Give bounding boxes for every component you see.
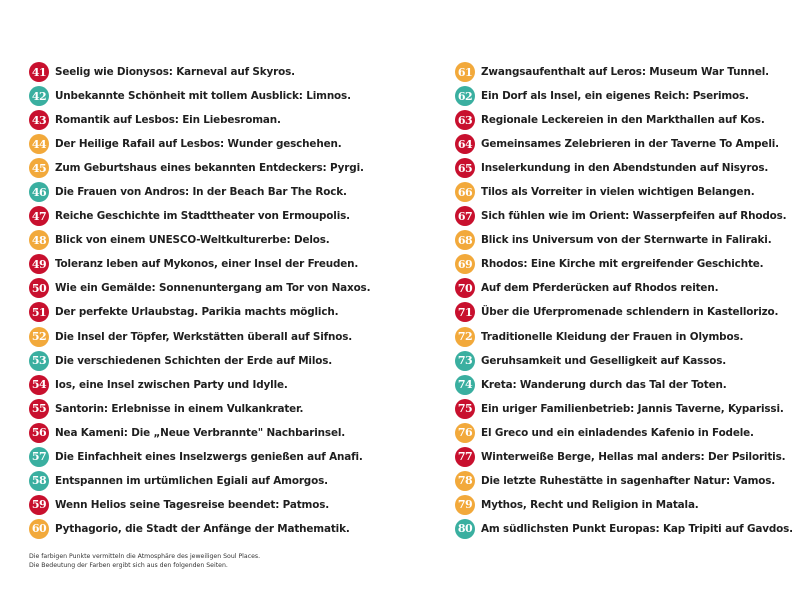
list-item-text: Reiche Geschichte im Stadttheater von Ermoupolis. bbox=[55, 210, 350, 223]
list-item-text: Die letzte Ruhestätte in sagenhafter Natur: Vamos. bbox=[481, 474, 776, 487]
number-badge: 77 bbox=[455, 447, 475, 467]
list-item bbox=[29, 471, 409, 491]
list-item-text: Der perfekte Urlaubstag. Parikia machts möglich. bbox=[55, 306, 339, 319]
number-badge: 75 bbox=[455, 399, 475, 419]
list-item-text: Regionale Leckereien in den Markthallen auf Kos. bbox=[481, 114, 765, 127]
list-item-text: Sich fühlen wie im Orient: Wasserpfeifen auf Rhodos. bbox=[481, 210, 787, 223]
number-badge: 73 bbox=[455, 351, 475, 371]
list-item-text: El Greco und ein einladendes Kafenio in Fodele. bbox=[481, 426, 754, 439]
number-badge: 79 bbox=[455, 495, 475, 515]
number-badge: 71 bbox=[455, 302, 475, 322]
number-badge: 55 bbox=[29, 399, 49, 419]
number-badge: 50 bbox=[29, 278, 49, 298]
list-item bbox=[29, 62, 409, 82]
list-item bbox=[29, 110, 409, 130]
list-item bbox=[455, 158, 785, 178]
list-item-text: Santorin: Erlebnisse in einem Vulkankrater. bbox=[55, 402, 304, 415]
list-item-text: Wie ein Gemälde: Sonnenuntergang am Tor von Naxos. bbox=[55, 282, 371, 295]
list-item-text: Nea Kameni: Die „Neue Verbrannte" Nachbarinsel. bbox=[55, 426, 346, 439]
list-item-text: Kreta: Wanderung durch das Tal der Toten. bbox=[481, 378, 727, 391]
number-badge: 45 bbox=[29, 158, 49, 178]
list-item bbox=[455, 254, 785, 274]
list-item bbox=[29, 230, 409, 250]
number-badge: 70 bbox=[455, 278, 475, 298]
number-badge: 49 bbox=[29, 254, 49, 274]
list-item bbox=[29, 399, 409, 419]
list-item bbox=[29, 447, 409, 467]
list-item bbox=[29, 423, 409, 443]
list-item-text: Über die Uferpromenade schlendern in Kastellorizo. bbox=[481, 306, 779, 319]
number-badge: 54 bbox=[29, 375, 49, 395]
number-badge: 47 bbox=[29, 206, 49, 226]
list-item-text: Gemeinsames Zelebrieren in der Taverne To Ampeli. bbox=[481, 138, 779, 151]
list-item bbox=[29, 519, 409, 539]
list-item bbox=[29, 495, 409, 515]
list-item-text: Der Heilige Rafail auf Lesbos: Wunder geschehen. bbox=[55, 138, 342, 151]
list-item bbox=[29, 327, 409, 347]
number-badge: 48 bbox=[29, 230, 49, 250]
left-column bbox=[29, 62, 409, 543]
right-column bbox=[455, 62, 793, 543]
list-item-text: Winterweiße Berge, Hellas mal anders: Der Psiloritis. bbox=[481, 450, 786, 463]
number-badge: 61 bbox=[455, 62, 475, 82]
number-badge: 64 bbox=[455, 134, 475, 154]
list-item-text: Ein uriger Familienbetrieb: Jannis Taverne, Kyparissi. bbox=[481, 402, 784, 415]
number-badge: 74 bbox=[455, 375, 475, 395]
number-badge: 63 bbox=[455, 110, 475, 130]
list-item bbox=[455, 182, 785, 202]
number-badge: 68 bbox=[455, 230, 475, 250]
number-badge: 56 bbox=[29, 423, 49, 443]
number-badge: 53 bbox=[29, 351, 49, 371]
list-item bbox=[29, 182, 409, 202]
list-item-text: Ein Dorf als Insel, ein eigenes Reich: Pserimos. bbox=[481, 90, 749, 103]
list-item-text: Auf dem Pferderücken auf Rhodos reiten. bbox=[481, 282, 719, 295]
list-item bbox=[29, 302, 409, 322]
list-item bbox=[455, 519, 793, 539]
list-item bbox=[29, 134, 409, 154]
list-item bbox=[455, 86, 785, 106]
list-item-text: Ios, eine Insel zwischen Party und Idylle. bbox=[55, 378, 288, 391]
number-badge: 46 bbox=[29, 182, 49, 202]
list-item bbox=[455, 423, 785, 443]
list-item-text: Am südlichsten Punkt Europas: Kap Tripiti auf Gavdos. bbox=[481, 522, 793, 535]
list-item-text: Romantik auf Lesbos: Ein Liebesroman. bbox=[55, 114, 281, 127]
list-item-text: Wenn Helios seine Tagesreise beendet: Patmos. bbox=[55, 498, 330, 511]
footnote-line-1: Die farbigen Punkte vermitteln die Atmosphäre des jeweiligen Soul Places. bbox=[29, 553, 261, 560]
list-item bbox=[455, 375, 785, 395]
list-item bbox=[455, 62, 785, 82]
number-badge: 66 bbox=[455, 182, 475, 202]
list-item bbox=[455, 351, 785, 371]
list-item bbox=[455, 495, 785, 515]
footnote bbox=[29, 552, 260, 570]
number-badge: 72 bbox=[455, 327, 475, 347]
list-item-text: Zwangsaufenthalt auf Leros: Museum War Tunnel. bbox=[481, 66, 769, 78]
number-badge: 42 bbox=[29, 86, 49, 106]
list-item bbox=[455, 134, 785, 154]
list-item bbox=[455, 327, 785, 347]
number-badge: 65 bbox=[455, 158, 475, 178]
list-item-text: Die Insel der Töpfer, Werkstätten überall auf Sifnos. bbox=[55, 330, 353, 343]
number-badge: 41 bbox=[29, 62, 49, 82]
list-item-text: Rhodos: Eine Kirche mit ergreifender Geschichte. bbox=[481, 258, 764, 271]
number-badge: 44 bbox=[29, 134, 49, 154]
list-item-text: Mythos, Recht und Religion in Matala. bbox=[481, 498, 699, 511]
number-badge: 67 bbox=[455, 206, 475, 226]
number-badge: 60 bbox=[29, 519, 49, 539]
list-item-text: Traditionelle Kleidung der Frauen in Olymbos. bbox=[481, 330, 744, 343]
list-item-text: Seelig wie Dionysos: Karneval auf Skyros. bbox=[55, 66, 295, 78]
list-item bbox=[29, 278, 409, 298]
footnote-line-2: Die Bedeutung der Farben ergibt sich aus den folgenden Seiten. bbox=[29, 562, 228, 569]
list-item bbox=[455, 206, 785, 226]
number-badge: 51 bbox=[29, 302, 49, 322]
list-item-text: Geruhsamkeit und Geselligkeit auf Kassos. bbox=[481, 354, 727, 367]
number-badge: 78 bbox=[455, 471, 475, 491]
number-badge: 76 bbox=[455, 423, 475, 443]
list-item bbox=[455, 230, 785, 250]
list-item-text: Die Frauen von Andros: In der Beach Bar The Rock. bbox=[55, 186, 347, 199]
list-item bbox=[29, 375, 409, 395]
number-badge: 80 bbox=[455, 519, 475, 539]
list-item bbox=[455, 471, 785, 491]
list-item bbox=[29, 351, 409, 371]
list-item-text: Inselerkundung in den Abendstunden auf Nisyros. bbox=[481, 162, 769, 175]
list-item-text: Tilos als Vorreiter in vielen wichtigen Belangen. bbox=[481, 186, 755, 199]
list-item bbox=[29, 86, 409, 106]
list-item-text: Blick von einem UNESCO-Weltkulturerbe: Delos. bbox=[55, 234, 330, 247]
list-item bbox=[455, 110, 785, 130]
number-badge: 58 bbox=[29, 471, 49, 491]
number-badge: 59 bbox=[29, 495, 49, 515]
list-item-text: Blick ins Universum von der Sternwarte in Faliraki. bbox=[481, 234, 772, 247]
list-item bbox=[455, 447, 785, 467]
number-badge: 62 bbox=[455, 86, 475, 106]
list-item bbox=[29, 254, 409, 274]
number-badge: 52 bbox=[29, 327, 49, 347]
list-item bbox=[455, 302, 785, 322]
number-badge: 43 bbox=[29, 110, 49, 130]
list-item-text: Zum Geburtshaus eines bekannten Entdeckers: Pyrgi. bbox=[55, 162, 364, 175]
list-item bbox=[29, 158, 409, 178]
list-item-text: Pythagorio, die Stadt der Anfänge der Mathematik. bbox=[55, 522, 350, 535]
number-badge: 57 bbox=[29, 447, 49, 467]
list-item-text: Toleranz leben auf Mykonos, einer Insel der Freuden. bbox=[55, 258, 359, 271]
list-item bbox=[455, 278, 785, 298]
list-item-text: Die verschiedenen Schichten der Erde auf Milos. bbox=[55, 354, 333, 367]
number-badge: 69 bbox=[455, 254, 475, 274]
list-item-text: Die Einfachheit eines Inselzwergs genießen auf Anafi. bbox=[55, 450, 363, 463]
list-item-text: Unbekannte Schönheit mit tollem Ausblick: Limnos. bbox=[55, 90, 351, 103]
list-item bbox=[455, 399, 785, 419]
list-item-text: Entspannen im urtümlichen Egiali auf Amorgos. bbox=[55, 474, 328, 487]
list-item bbox=[29, 206, 409, 226]
